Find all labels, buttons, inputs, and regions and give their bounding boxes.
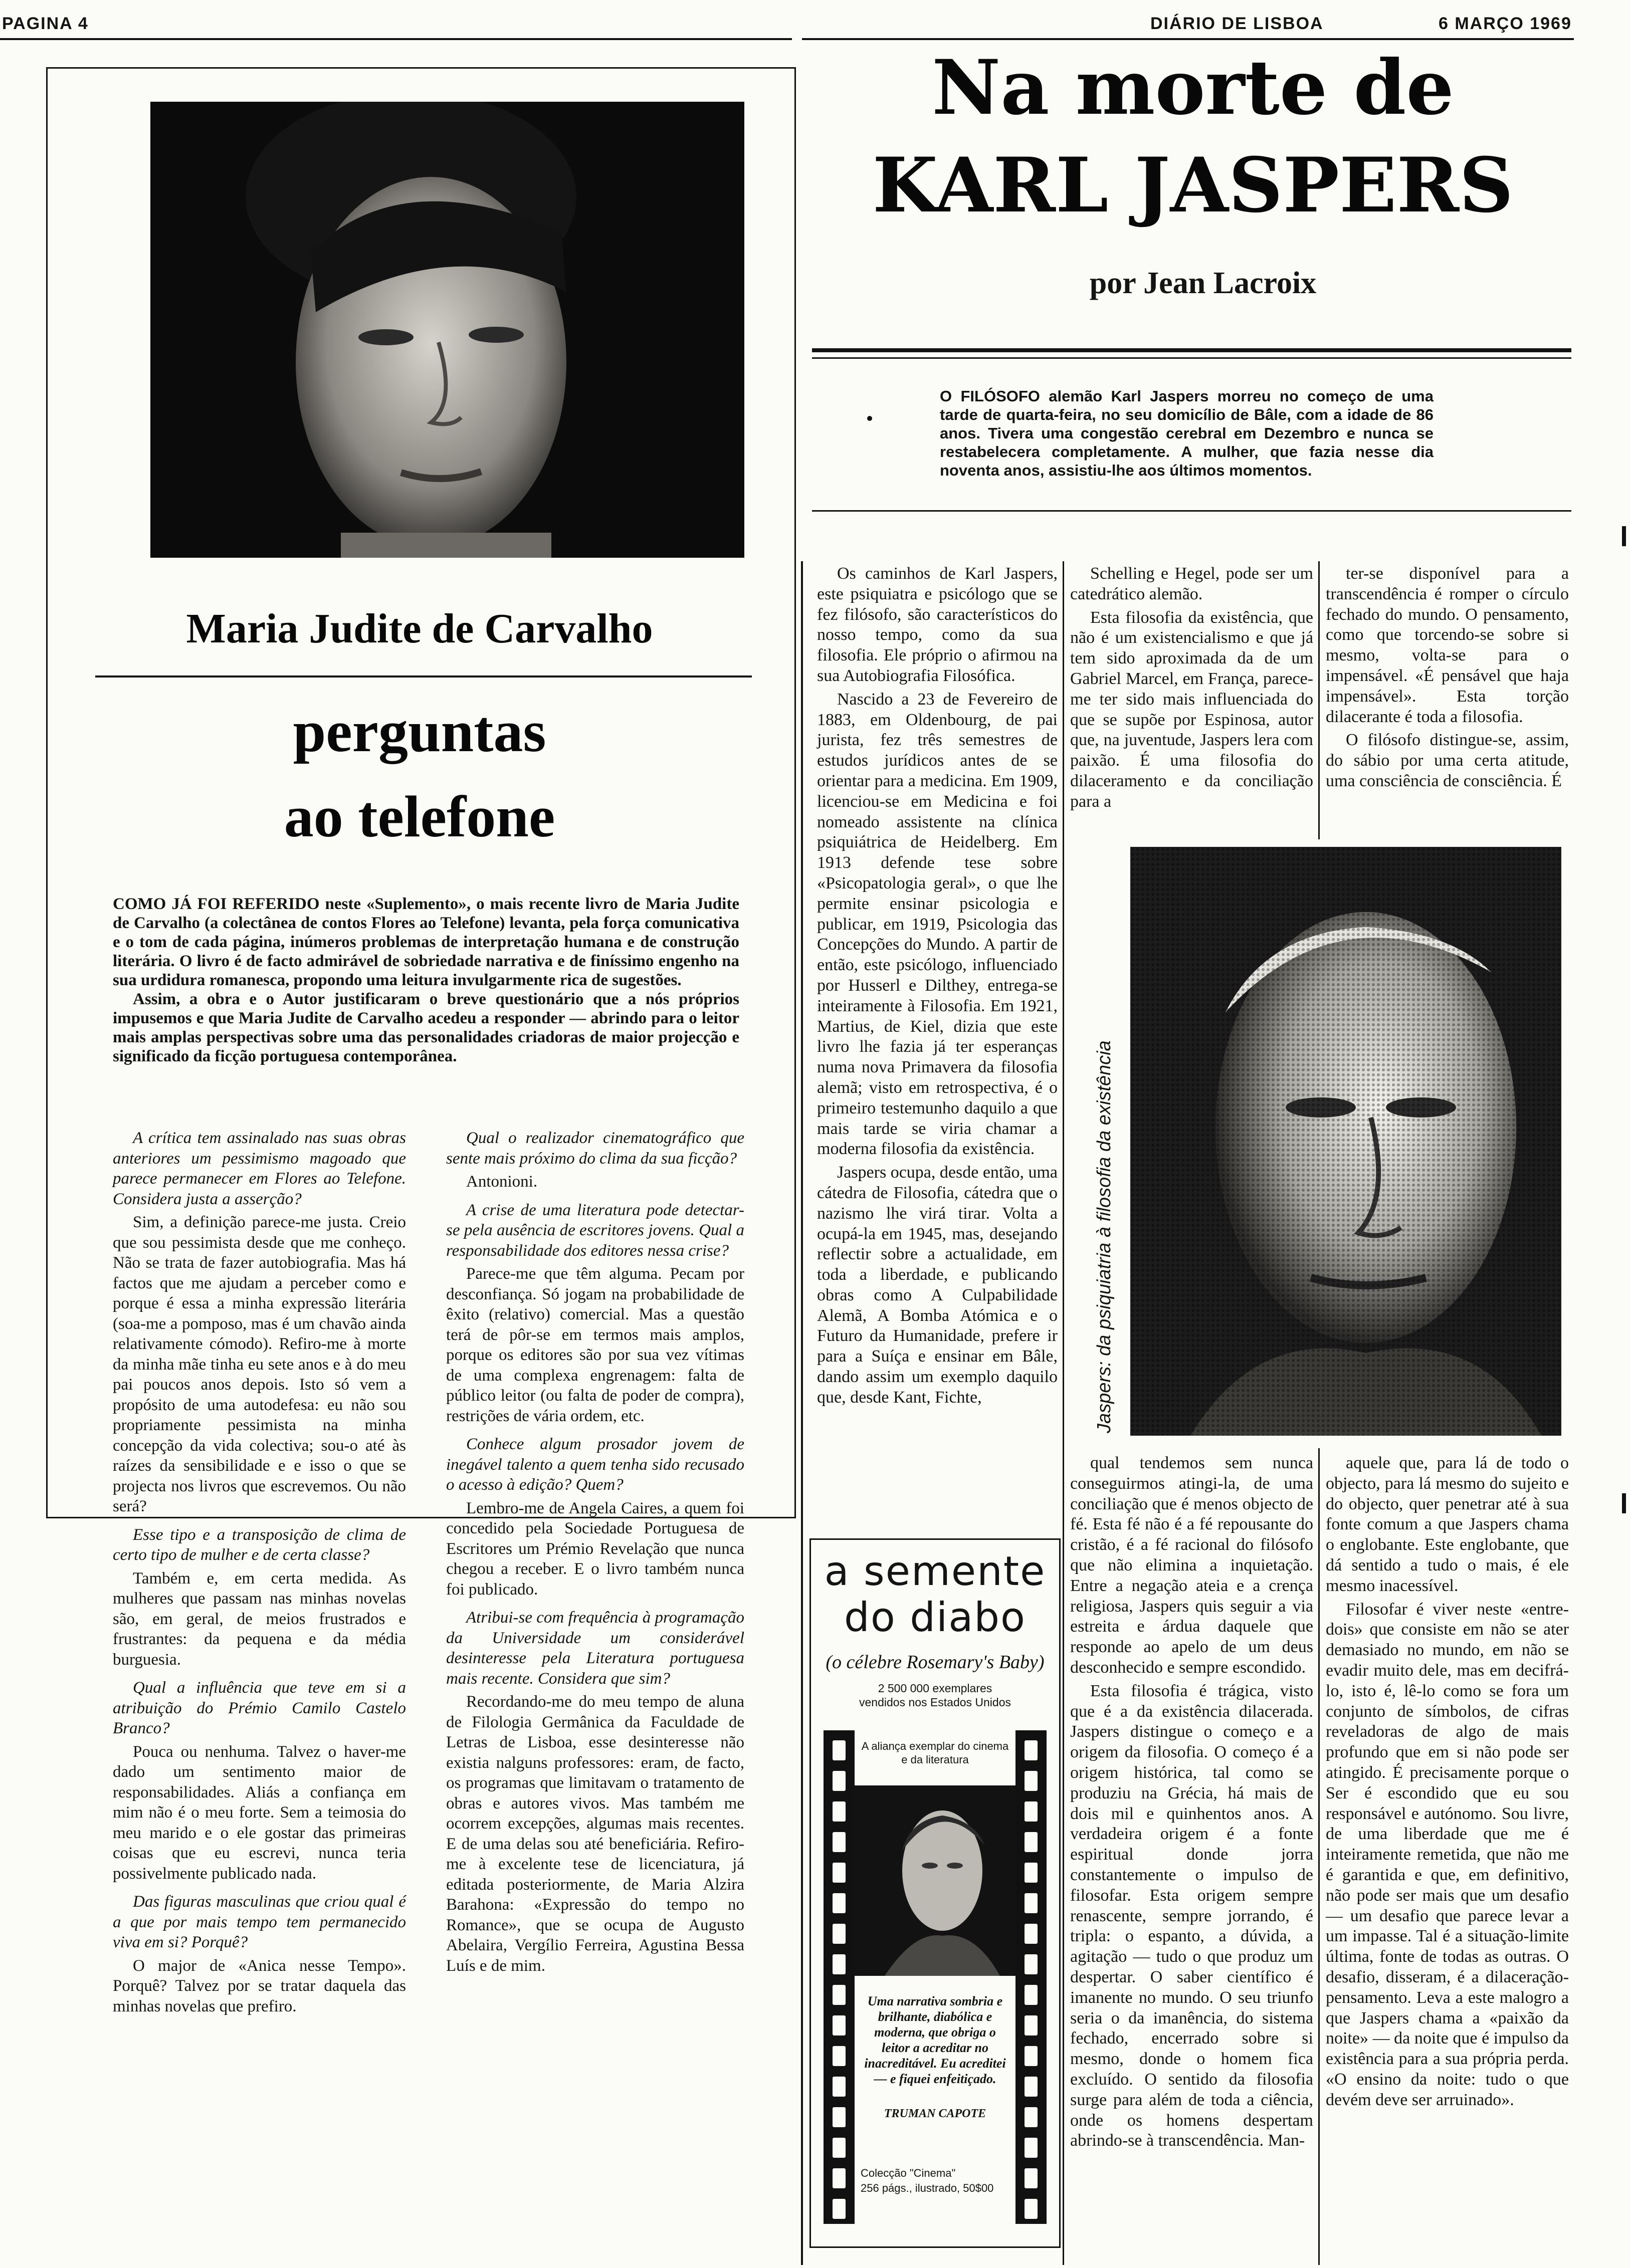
- film-sprocket: [833, 1863, 846, 1883]
- article-paragraph: Esta filosofia é trágica, visto que é a da existência dilacerada. Jaspers distingue o começo e a origem da filosofia. O começo é a origem histórica, tal como se produziu na Grécia, há mais de dois mil e quinhentos anos. A verdadeira origem é a fonte espiritual donde jorra constantemente o impulso de filosofar. Esta origem sempre renascente, sempre jorrando, é tripla: o espanto, a dúvida, a agitação — tudo o que produz um despertar. O saber científico é imanente no mundo. O seu triunfo seria o da imanência, do sistema fechado, encerrado sobre si mesmo, donde o homem fica excluído. O sentido da filosofia surge para além de toda a ciência, onde os homens despertam abrindo-se à transcendência. Man-: [1070, 1681, 1313, 2150]
- interview-question: Esse tipo e a transposição de clima de certo tipo de mulher e de certa classe?: [113, 1525, 406, 1564]
- interview-answer: Antonioni.: [466, 1173, 538, 1191]
- film-sprocket: [833, 1740, 846, 1760]
- column-rule-d: [1318, 1448, 1320, 2265]
- book-advert: [809, 1538, 1061, 2248]
- headline-line-1: perguntas: [293, 699, 546, 764]
- author-rule: [95, 675, 752, 677]
- film-sprocket: [1025, 1771, 1038, 1791]
- film-sprocket: [1025, 2015, 1038, 2035]
- intro-rule-top: [812, 348, 1571, 352]
- film-sprocket: [833, 2015, 846, 2035]
- interview-question: Atribui-se com frequência à programação da Universidade um considerável desinteresse pela Literatura portuguesa mais recente. Considera que sim?: [446, 1609, 744, 1688]
- film-sprocket: [1025, 2077, 1038, 2097]
- film-frame: [855, 1730, 1015, 2224]
- masthead-rule-left: [0, 38, 792, 40]
- interview-question: Qual a influência que teve em si a atribuição do Prémio Camilo Castelo Branco?: [113, 1679, 406, 1737]
- interview-answer: Recordando-me do meu tempo de aluna de Filologia Germânica da Faculdade de Letras de Lisboa, esse desinteresse não existia nalguns professores: eram, de facto, os programas que limitavam o tratamento de obras e autores vivos. Mas também me ocorrem excepções, algumas mais recentes. E de uma delas sou até beneficiária. Refiro-me à excelente tese de licenciatura, já editada posteriormente, de Maria Alzira Barahona: «Expressão do tempo no Romance», que se ocupa de Augusto Abelaira, Vergílio Ferreira, Agustina Bessa Luís e de mim.: [446, 1693, 744, 1975]
- photo-caption: Jaspers: da psiquiatria à filosofia da existência: [1094, 1040, 1115, 1433]
- article-paragraph: qual tendemos sem nunca conseguirmos atingi-la, de uma conciliação que é menos objecto de fé. Esta fé não é a fé repousante do cristão, é a fé racional do filósofo que não elimina a inquietação. Entre a negação ateia e a crença religiosa, Jaspers quis seguir a via estreita e árdua daquele que responde ao apelo de um deus desconhecido e sempre escondido.: [1070, 1454, 1313, 1677]
- ad-details: 256 págs., ilustrado, 50$00: [861, 2182, 994, 2194]
- interview-answer: Também e, em certa medida. As mulheres que passam nas minhas novelas são, em geral, de meios frustrados e frustrantes: da pequena e da média burguesia.: [113, 1569, 406, 1669]
- film-sprocket: [1025, 1740, 1038, 1760]
- intro-rule-bottom: [812, 510, 1571, 512]
- intro-rule-top-thin: [812, 357, 1571, 359]
- film-sprocket: [833, 1924, 846, 1944]
- jaspers-column-2-bottom: [1070, 1453, 1313, 2154]
- film-sprocket: [1025, 2046, 1038, 2066]
- byline: por Jean Lacroix: [1089, 266, 1317, 300]
- article-paragraph: Nascido a 23 de Fevereiro de 1883, em Oldenbourg, de pai jurista, fez três semestres de estudos jurídicos antes de se orientar para a medicina. Em 1909, licenciou-se em Medicina e foi nomeado assistente na clínica psiquiátrica de Heidelberg. Em 1913 defende tese sobre «Psicopatologia geral», o que lhe permite ensinar psicologia e publicar, em 1919, Psicologia das Concepções do Mundo. A partir de então, este psicólogo, influenciado por Husserl e Dilthey, entrega-se inteiramente à Filosofia. Em 1921, Martius, de Kiel, dizia que este livro lhe fazia já ter esperanças numa nova Primavera da filosofia alemã; visto em retrospectiva, é o primeiro testemunho daquilo a que mais tarde se viria chamar a moderna filosofia da existência.: [817, 690, 1058, 1159]
- film-still-icon: [855, 1785, 1015, 1976]
- headline-line-2: ao telefone: [284, 784, 555, 849]
- newspaper-name: DIÁRIO DE LISBOA: [1150, 14, 1324, 33]
- film-sprocket: [1025, 1863, 1038, 1883]
- jaspers-column-1: [817, 564, 1058, 1411]
- film-still: [855, 1785, 1015, 1976]
- jaspers-title-line-2: KARL JASPERS: [872, 141, 1514, 230]
- jaspers-column-2-top: [1070, 564, 1313, 815]
- film-sprocket: [1025, 1832, 1038, 1852]
- interview-question: Conhece algum prosador jovem de inegável talento a quem tenha sido recusado o acesso à edição? Quem?: [446, 1435, 744, 1494]
- ad-copies: 2 500 000 exemplares vendidos nos Estados Unidos: [859, 1682, 1011, 1709]
- issue-date: 6 MARÇO 1969: [1439, 14, 1572, 33]
- jaspers-photo: [1130, 847, 1561, 1436]
- film-sprocket: [833, 2077, 846, 2097]
- jaspers-portrait-icon: [1130, 847, 1561, 1436]
- interview-answer: Sim, a definição parece-me justa. Creio que sou pessimista desde que me conheço. Não se trata de fazer autobiografia. Mas há factos que me ajudam a perceber como e porque é essa a minha expressão literária (soa-me a pomposo, mas é um chavão ainda relativamente cómodo). Refiro-me à morte da minha mãe tinha eu sete anos e à do meu pai poucos anos depois. Isto só vem a propósito de uma autodefesa: eu não sou propriamente pessimista na minha concepção da vida colectiva; sou-o até às raízes da sensibilidade e e isso o que se projecta nos livros que escrevemos. Ou não será?: [113, 1213, 406, 1515]
- interview-question: A crítica tem assinalado nas suas obras anteriores um pessimismo magoado que parece permanecer em Flores ao Telefone. Considera justa a asserção?: [113, 1129, 406, 1208]
- jaspers-intro: O FILÓSOFO alemão Karl Jaspers morreu no começo de uma tarde de quarta-feira, no seu domicílio de Bâle, com a idade de 86 anos. Tivera uma congestão cerebral em Dezembro e nunca se restabelecera completamente. A mulher, que fazia nesse dia noventa anos, assistiu-lhe aos últimos momentos.: [940, 387, 1434, 479]
- film-sprocket: [833, 1954, 846, 1974]
- ad-quote-author: TRUMAN CAPOTE: [884, 2107, 986, 2120]
- interview-answer: Lembro-me de Angela Caires, a quem foi concedido pela Sociedade Portuguesa de Escritores um Prémio Revelação que nunca chegou a receber. E o livro também nunca foi publicado.: [446, 1499, 744, 1599]
- film-sprocket: [833, 1771, 846, 1791]
- film-sprocket: [833, 2199, 846, 2219]
- film-sprocket: [1025, 1924, 1038, 1944]
- film-sprocket: [833, 1801, 846, 1822]
- ad-quote: Uma narrativa sombria e brilhante, diabólica e moderna, que obriga o leitor a acreditar no inacreditável. Eu acreditei — e fiquei enfeitiçado.: [864, 1994, 1006, 2086]
- film-sprocket: [1025, 1985, 1038, 2005]
- interview-question: Qual o realizador cinematográfico que sente mais próximo do clima da sua ficção?: [446, 1129, 744, 1168]
- ad-subtitle: (o célebre Rosemary's Baby): [826, 1652, 1045, 1673]
- article-paragraph: ter-se disponível para a transcendência é romper o círculo fechado do mundo. O pensamento, como que torcendo-se sobre si mesmo, volta-se para o impensável. «É pensável que haja impensável». Esta torção dilacerante é toda a filosofia.: [1326, 564, 1569, 726]
- column-rule-b: [1063, 561, 1064, 2265]
- film-sprocket: [833, 2107, 846, 2127]
- portrait-woman-photo-icon: [150, 102, 744, 558]
- film-sprocket: [833, 2046, 846, 2066]
- film-sprocket: [833, 2168, 846, 2188]
- film-sprocket: [833, 2138, 846, 2158]
- column-rule-a: [801, 561, 803, 2265]
- edge-mark-1: [1622, 526, 1626, 546]
- film-sprocket: [833, 1985, 846, 2005]
- film-sprocket: [1025, 1801, 1038, 1822]
- ad-collection: Colecção "Cinema": [861, 2167, 956, 2179]
- intro-paragraph-1: COMO JÁ FOI REFERIDO neste «Suplemento», o mais recente livro de Maria Judite de Carvalho (a colectânea de contos Flores ao Telefone) levanta, pela força comunicativa e o tom de cada página, inúmeros problemas de interpretação humana e de construção literária. O livro é de facto admirável de sobriedade narrativa e de finíssimo engenho na sua urdidura romanesca, propondo uma leitura invulgarmente rica de sugestões.: [113, 895, 739, 989]
- interview-question: A crise de uma literatura pode detectar-se pela ausência de escritores jovens. Qual a responsabilidade dos editores nessa crise?: [446, 1201, 744, 1260]
- article-paragraph: Esta filosofia da existência, que não é um existencialismo e que já tem sido aproximada da de um Gabriel Marcel, em França, parece-me ter sido mais influenciada do que se supõe por Espinosa, autor que, na juventude, Jaspers lera com paixão. É uma filosofia do dilaceramento e da conciliação para a: [1070, 608, 1313, 811]
- film-sprocket: [1025, 2107, 1038, 2127]
- film-sprocket: [1025, 1893, 1038, 1913]
- film-sprocket: [833, 1893, 846, 1913]
- author-name: Maria Judite de Carvalho: [186, 605, 653, 652]
- article-paragraph: Jaspers ocupa, desde então, uma cátedra de Filosofia, cátedra que o nazismo lhe virá tirar. Volta a ocupá-la em 1945, mas, desejando reflectir sobre a actualidade, em toda a liberdade, e publicando obras como A Culpabilidade Alemã, A Bomba Atómica e o Futuro da Humanidade, prefere ir para a Suíça e ensinar em Bâle, dando assim um exemplo daquilo que, desde Kant, Fichte,: [817, 1163, 1058, 1407]
- page-label: PAGINA 4: [2, 14, 89, 33]
- bullet-dot: [867, 416, 872, 421]
- film-sprocket: [1025, 2168, 1038, 2188]
- ad-tagline: A aliança exemplar do cinema e da literatura: [861, 1740, 1009, 1766]
- film-sprocket: [1025, 1954, 1038, 1974]
- interview-column-1: [113, 1120, 406, 2019]
- article-paragraph: O filósofo distingue-se, assim, do sábio por uma certa atitude, uma consciência de consciência. É: [1326, 731, 1569, 790]
- ad-title-line-1: a semente: [824, 1548, 1046, 1595]
- film-sprocket: [833, 1832, 846, 1852]
- interview-column-2: [446, 1120, 744, 1979]
- article-paragraph: aquele que, para lá de todo o objecto, para lá mesmo do sujeito e do objecto, quer penetrar até à sua fonte comum a que Jaspers chama o englobante. Este englobante, que dá sentido a tudo o mais, é ele mesmo inacessível.: [1326, 1454, 1569, 1595]
- article-paragraph: Filosofar é viver neste «entre-dois» que consiste em não se ater demasiado no mundo, em não se evadir muito dele, mas em decifrá-lo, isto é, lê-lo como se fora um conjunto de símbolos, de cifras reveladoras de algo de mais profundo que em si não pode ser atingido. É precisamente porque o Ser é escondido que eu sou responsável e autónomo. Sou livre, de uma liberdade que me é inteiramente remetida, que não me é garantida e que, em definitivo, não pode ser mais que um desafio — um desafio que parece levar a um impasse. Tal é a situação-limite última, fonte de todas as outras. O desafio, disseram, é a dilaceração-pensamento. Leva a este malogro a que Jaspers chama a «paixão da noite» — da noite que é impulso da existência para a sua própria perda. «O ensino da noite: tudo o que devém deve ser arruinado».: [1326, 1600, 1569, 2109]
- portrait-photo: [150, 102, 744, 558]
- jaspers-column-3-top: [1326, 564, 1569, 795]
- column-rule-c: [1318, 561, 1320, 839]
- jaspers-column-3-bottom: [1326, 1453, 1569, 2114]
- film-strip: [824, 1730, 1047, 2224]
- film-sprocket: [1025, 2138, 1038, 2158]
- ad-title-line-2: do diabo: [844, 1594, 1026, 1641]
- interview-question: Das figuras masculinas que criou qual é a que por mais tempo tem permanecido viva em si? Porquê?: [113, 1893, 406, 1951]
- edge-mark-2: [1622, 1493, 1626, 1513]
- interview-answer: Parece-me que têm alguma. Pecam por desconfiança. Só jogam na probabilidade de êxito (relativo) comercial. Mas a questão terá de pôr-se em termos mais amplos, porque os editores são por sua vez vítimas de uma complexa engrenagem: falta de público leitor (ou falta de poder de compra), restrições de vária ordem, etc.: [446, 1265, 744, 1425]
- masthead-rule-right: [802, 38, 1574, 40]
- article-paragraph: Os caminhos de Karl Jaspers, este psiquiatra e psicólogo que se fez filósofo, são característicos do nosso tempo, como da sua filosofia. Ele próprio o afirmou na sua Autobiografia Filosófica.: [817, 564, 1058, 685]
- film-sprocket: [1025, 2199, 1038, 2219]
- interview-intro: [113, 894, 739, 1066]
- article-paragraph: Schelling e Hegel, pode ser um catedrático alemão.: [1070, 564, 1313, 603]
- interview-answer: O major de «Anica nesse Tempo». Porquê? Talvez por se tratar daquela das minhas novelas que prefiro.: [113, 1956, 406, 2015]
- intro-paragraph-2: Assim, a obra e o Autor justificaram o breve questionário que a nós próprios impusemos e que Maria Judite de Carvalho acedeu a responder — abrindo para o leitor mais amplas perspectivas sobre uma das personalidades criadoras de maior projecção e significado da ficção portuguesa contemporânea.: [113, 990, 739, 1065]
- interview-answer: Pouca ou nenhuma. Talvez o haver-me dado um sentimento maior de responsabilidades. Aliás a confiança em mim não é o meu forte. Sem a teimosia do meu marido e o ele gostar das primeiras coisas que eu escrevi, nunca teria possivelmente publicado nada.: [113, 1742, 406, 1883]
- jaspers-title-line-1: Na morte de: [932, 44, 1454, 132]
